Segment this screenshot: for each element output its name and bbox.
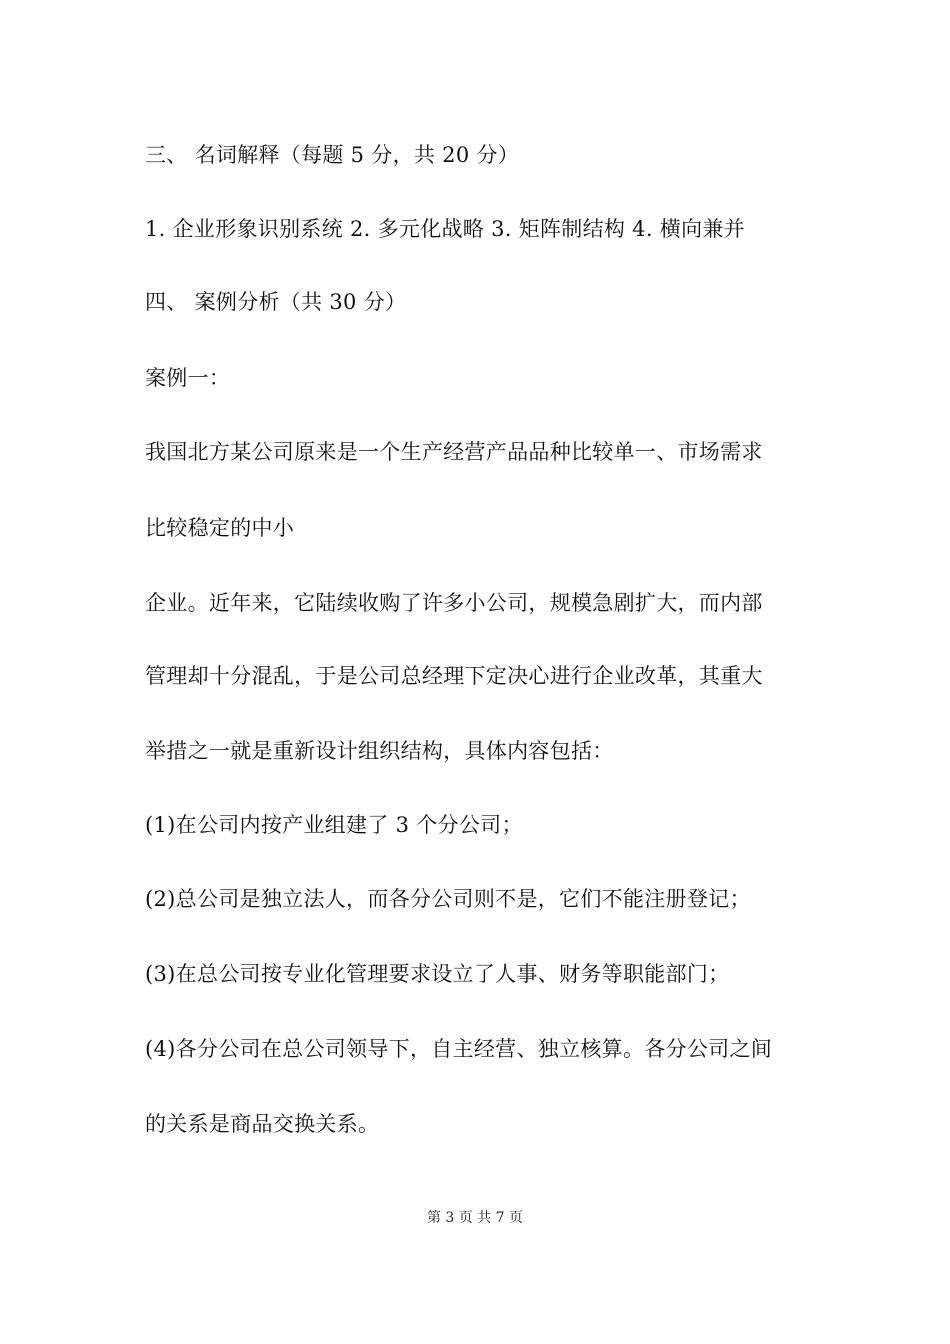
paragraph-line: 的关系是商品交换关系。 <box>145 1112 380 1136</box>
list-item: (1)在公司内按产业组建了 3 个分公司； <box>145 813 523 837</box>
paragraph-line: 举措之一就是重新设计组织结构，具体内容包括： <box>145 739 614 763</box>
paragraph-line: 比较稳定的中小 <box>145 516 295 540</box>
page-footer: 第 3 页 共 7 页 <box>426 1210 524 1226</box>
list-item: (2)总公司是独立法人，而各分公司则不是，它们不能注册登记； <box>145 887 751 911</box>
list-item: (4)各分公司在总公司领导下，自主经营、独立核算。各分公司之间 <box>145 1037 773 1061</box>
section-heading-case-analysis: 四、 案例分析（共 30 分） <box>145 290 407 314</box>
list-item: (3)在总公司按专业化管理要求设立了人事、财务等职能部门； <box>145 962 730 986</box>
case-title: 案例一： <box>145 366 231 390</box>
paragraph-line: 管理却十分混乱，于是公司总经理下定决心进行企业改革，其重大 <box>145 664 763 688</box>
paragraph-line: 我国北方某公司原来是一个生产经营产品品种比较单一、市场需求 <box>145 440 763 464</box>
paragraph-line: 企业。近年来，它陆续收购了许多小公司，规模急剧扩大，而内部 <box>145 591 763 615</box>
section-heading-definitions: 三、 名词解释（每题 5 分，共 20 分） <box>145 143 520 167</box>
definition-terms: 1. 企业形象识别系统 2. 多元化战略 3. 矩阵制结构 4. 横向兼并 <box>145 217 745 241</box>
